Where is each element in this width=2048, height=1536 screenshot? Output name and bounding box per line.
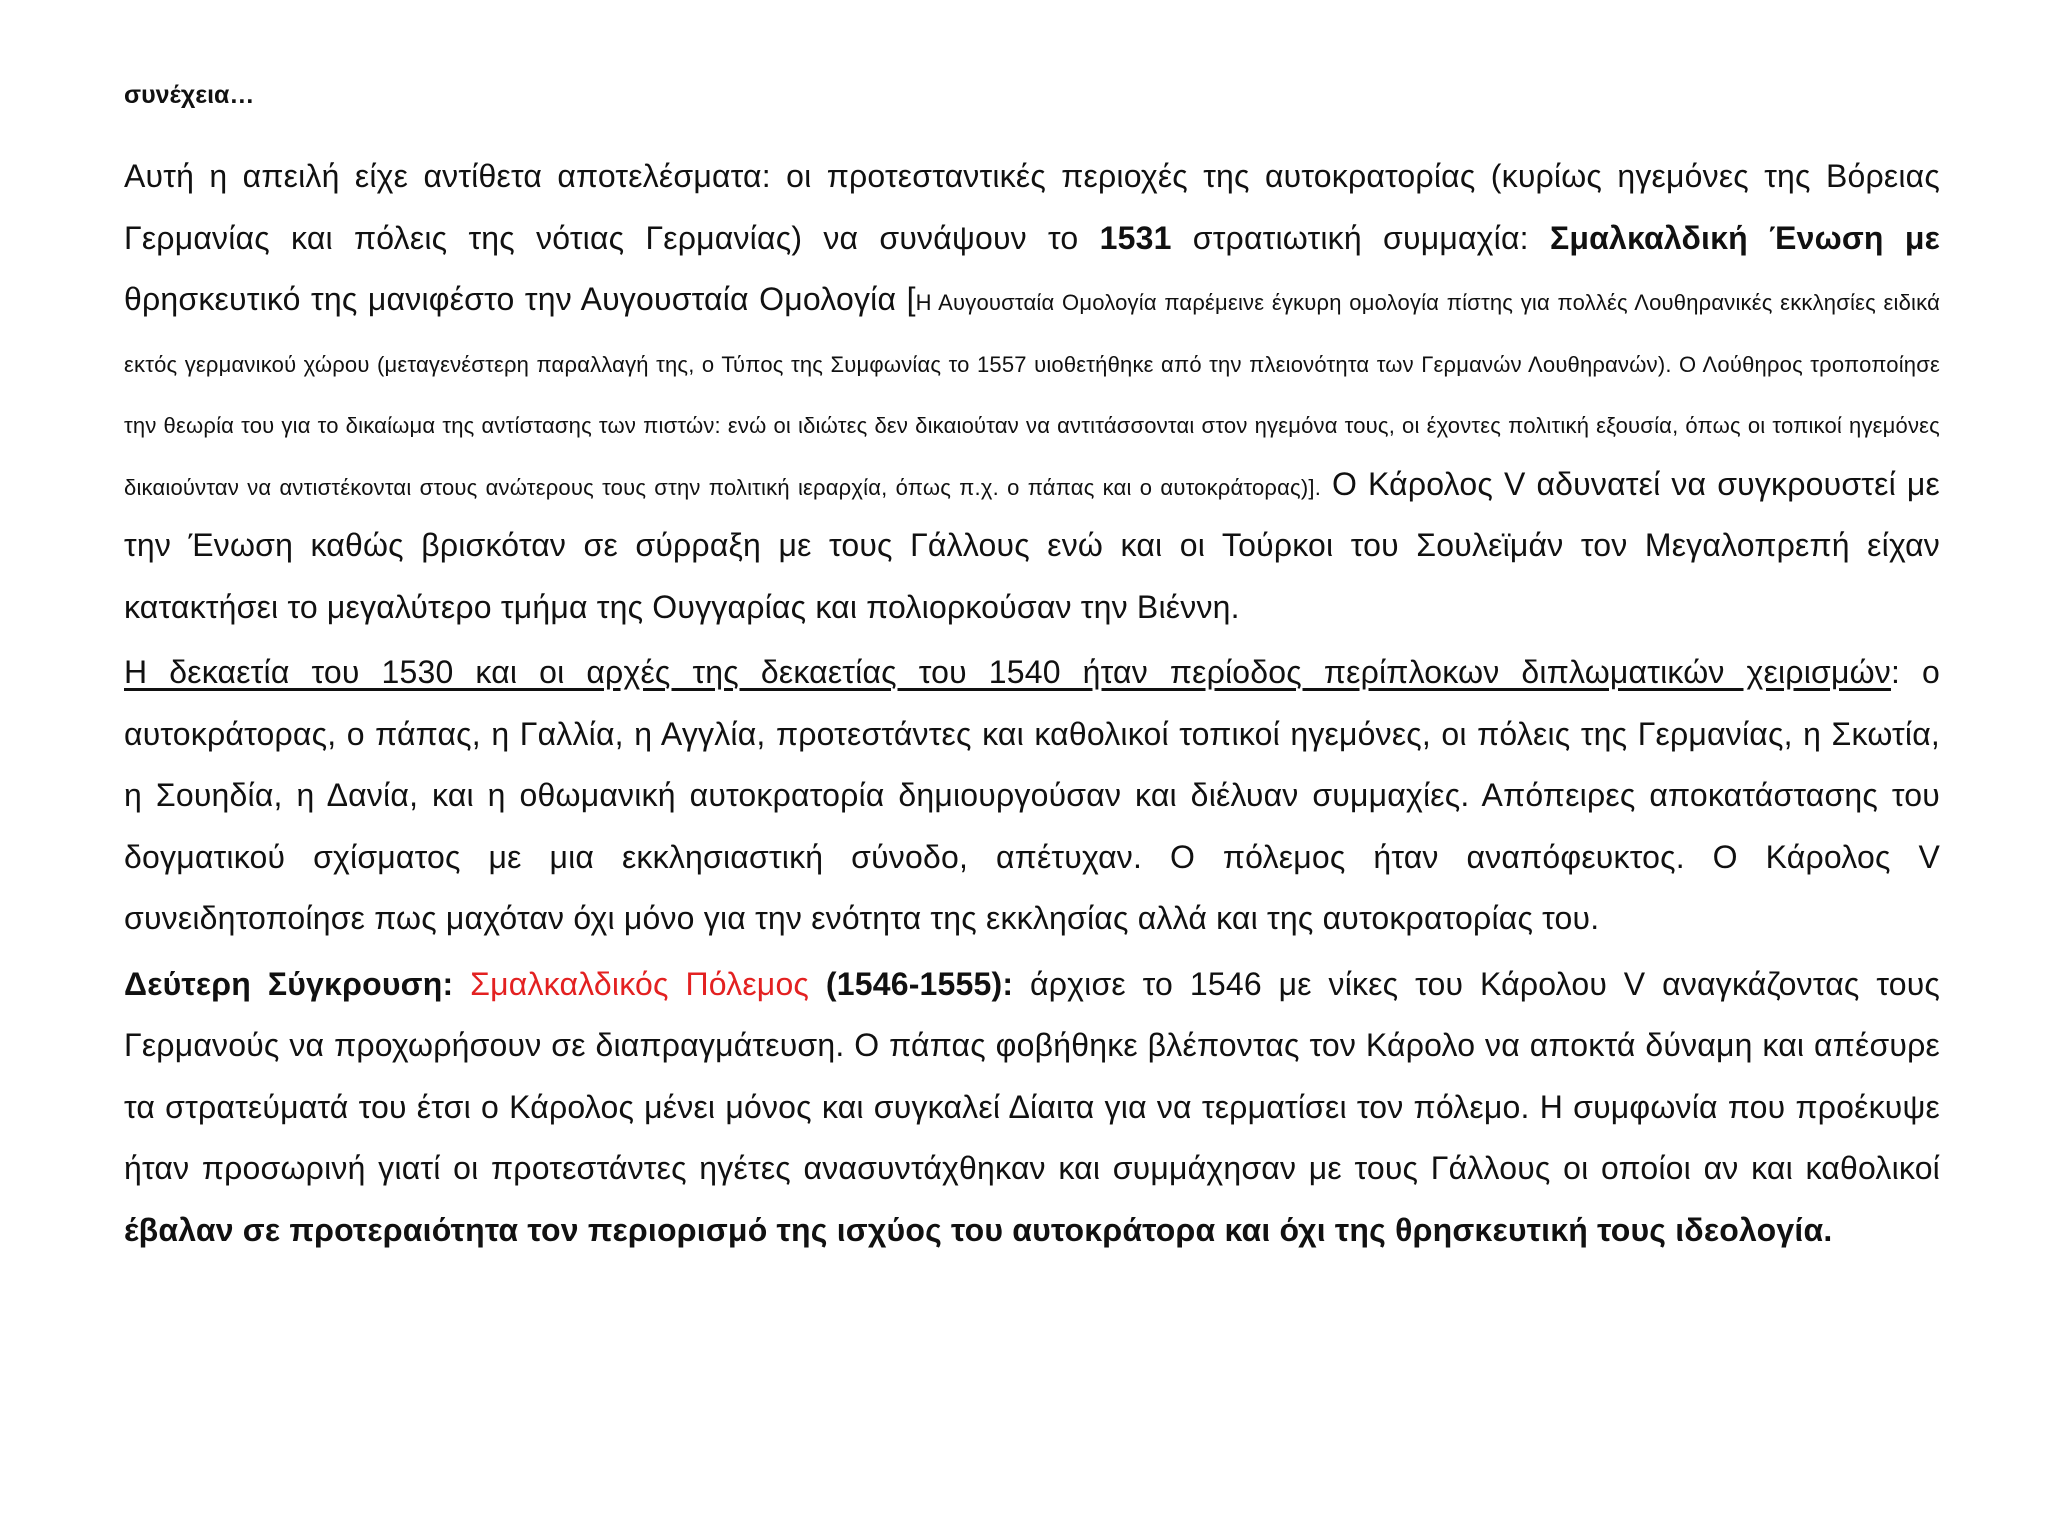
diplomacy-underlined-phrase: Η δεκαετία του 1530 και οι αρχές της δεκαετίας του 1540 ήταν περίοδος περίπλοκων διπλωματικών χειρισμών (124, 654, 1891, 690)
war-dates: (1546-1555): (825, 965, 1014, 1002)
league-name: Σμαλκαλδική Ένωση με (1549, 219, 1940, 256)
year-1531: 1531 (1099, 219, 1172, 256)
second-conflict-label: Δεύτερη Σύγκρουση: (124, 965, 454, 1002)
continuation-heading: συνέχεια… (124, 81, 255, 109)
p1-text-3: θρησκευτικό της μανιφέστο την Αυγουσταία Ομολογία [ (124, 281, 916, 317)
p1-text-1: Αυτή η απειλή είχε αντίθετα αποτελέσματα: οι προτεσταντικές περιοχές της αυτοκρατορίας (κυρίως ηγεμόνες της Βόρειας Γερμανίας και πόλεις της νότιας Γερμανίας) να συνάψουν το (124, 158, 1940, 256)
war-name: Σμαλκαλδικός Πόλεμος (470, 965, 810, 1002)
paragraph-diplomacy (124, 642, 1940, 950)
p3-text: άρχισε το 1546 με νίκες του Κάρολου V αναγκάζοντας τους Γερμανούς να προχωρήσουν σε διαπραγμάτευση. Ο πάπας φοβήθηκε βλέποντας τον Κάρολο να αποκτά δύναμη και απέσυρε τα στρατεύματά του έτσι ο Κάρολος μένει μόνος και συγκαλεί Δίαιτα για να τερματίσει τον πόλεμο. Η συμφωνία που προέκυψε ήταν προσωρινή γιατί οι προτεστάντες ηγέτες ανασυντάχθηκαν και συμμάχησαν με τους Γάλλους οι οποίοι αν και καθολικοί (124, 965, 1941, 1186)
paragraph-schmalkaldic-war (124, 954, 1940, 1262)
p2-text: : ο αυτοκράτορας, ο πάπας, η Γαλλία, η Αγγλία, προτεστάντες και καθολικοί τοπικοί ηγεμόνες, οι πόλεις της Γερμανίας, η Σκωτία, η Σουηδία, η Δανία, και η οθωμανική αυτοκρατορία δημιουργούσαν και διέλυαν συμμαχίες. Απόπειρες αποκατάστασης του δογματικού σχίσματος με μια εκκλησιαστική σύνοδο, απέτυχαν. Ο πόλεμος ήταν αναπόφευκτος. Ο Κάρολος V συνειδητοποίησε πως μαχόταν όχι μόνο για την ενότητα της εκκλησίας αλλά και της αυτοκρατορίας του. (124, 654, 1940, 936)
document-page (124, 76, 1940, 1261)
p1-text-4: Ο Κάρολος V αδυνατεί να συγκρουστεί με την Ένωση καθώς βρισκόταν σε σύρραξη με τους Γάλλους ενώ και οι Τούρκοι του Σουλεϊμάν τον Μεγαλοπρεπή είχαν κατακτήσει το μεγαλύτερο τμήμα της Ουγγαρίας και πολιορκούσαν την Βιέννη. (124, 465, 1940, 625)
p3-emphasis: έβαλαν σε προτεραιότητα τον περιορισμό της ισχύος του αυτοκράτορα και όχι της θρησκευτική τους ιδεολογία. (124, 1211, 1833, 1248)
augsburg-confession-note: Η Αυγουσταία Ομολογία παρέμεινε έγκυρη ομολογία πίστης για πολλές Λουθηρανικές εκκλησίες ειδικά εκτός γερμανικού χώρου (μεταγενέστερη παραλλαγή της, ο Τύπος της Συμφωνίας το 1557 υιοθετήθηκε από την πλειονότητα των Γερμανών Λουθηρανών). Ο Λούθηρος τροποποίησε την θεωρία του για το δικαίωμα της αντίστασης των πιστών: ενώ οι ιδιώτες δεν δικαιούταν να αντιτάσσονται στον ηγεμόνα τους, οι έχοντες πολιτική εξουσία, όπως οι τοπικοί ηγεμόνες δικαιούνταν να αντιστέκονται στους ανώτερους τους στην πολιτική ιεραρχία, όπως π.χ. ο πάπας και ο αυτοκράτορας)]. (124, 290, 1940, 500)
paragraph-schmalkaldic-league (124, 146, 1940, 638)
p1-text-2: στρατιωτική συμμαχία: (1171, 219, 1550, 256)
